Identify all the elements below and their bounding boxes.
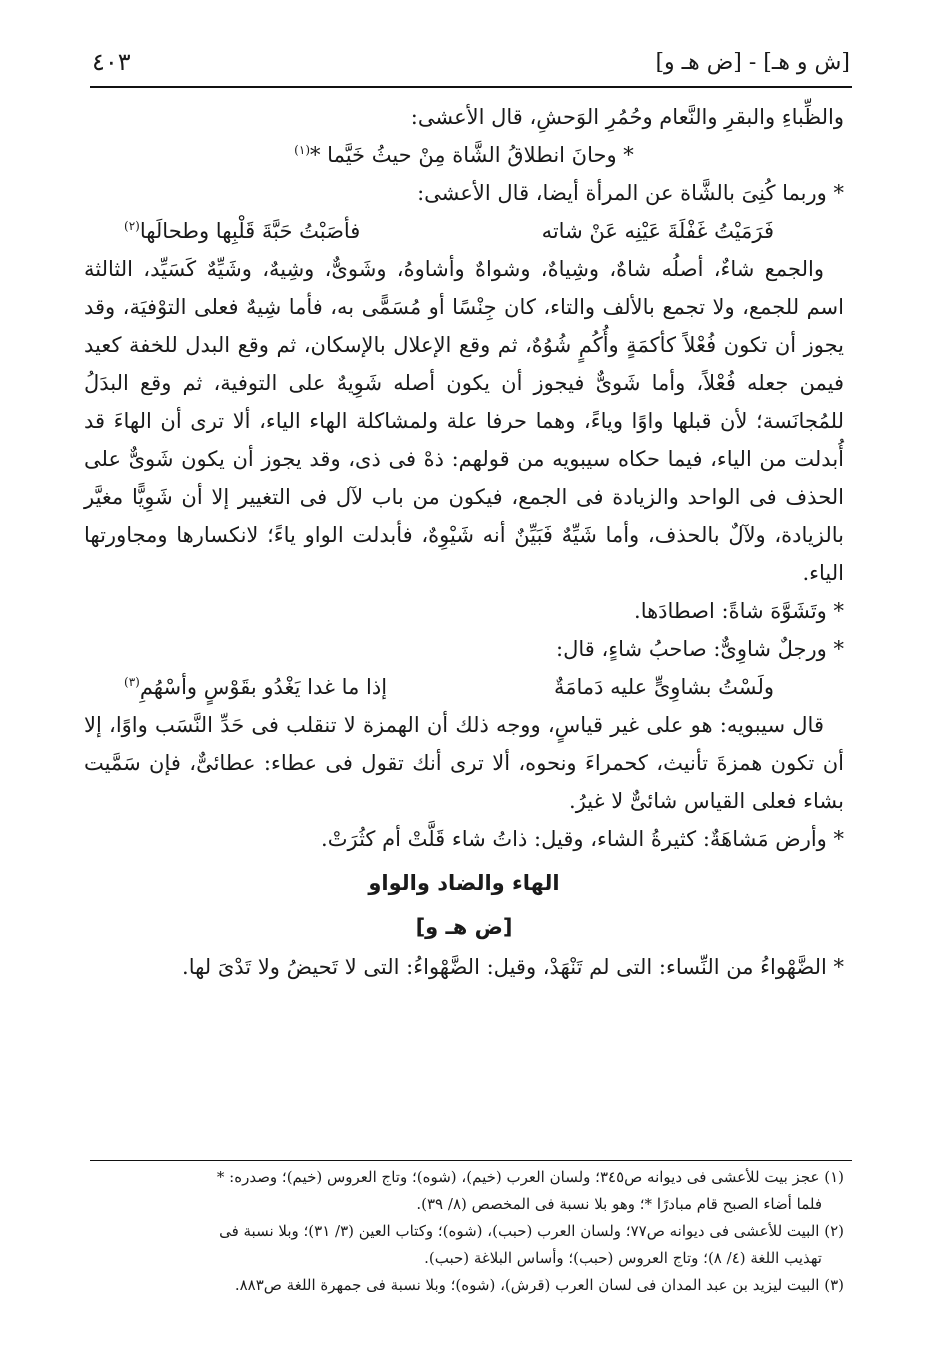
footnote-rule — [90, 1160, 852, 1161]
paragraph-5: * ورجلٌ شاوِىٌّ: صاحبُ شاءٍ، قال: — [556, 637, 844, 661]
paragraph-7: * وأرض مَشاهَةٌ: كثيرةُ الشاء، وقيل: ذاتُ شاء قَلَّتْ أم كثُرَتْ. — [321, 827, 844, 851]
verse-1 — [84, 136, 844, 174]
root-heading: [ض هـ و] — [415, 915, 513, 939]
verse-2-second-hemistich: فأصَبْتُ حَبَّةَ قَلْبِها وطحالَها — [139, 219, 361, 243]
verse-3 — [84, 668, 844, 706]
footnote-2-line-2: تهذيب اللغة (٤/ ٨)؛ وتاج العروس (حبب)؛ وأساس البلاغة (حبب). — [424, 1249, 822, 1267]
footnote-2-line-1: (٢) البيت للأعشى فى ديوانه ص٧٧؛ ولسان العرب (حبب)، (شوه)؛ وكتاب العين (٣/ ٣١)؛ وبلا نسبة فى — [219, 1222, 844, 1240]
verse-2 — [84, 212, 844, 250]
footnote-ref-3[interactable]: (٣) — [124, 675, 140, 689]
paragraph-1: والظِّباءِ والبقرِ والنَّعام وحُمُرِ الوَحشِ، قال الأعشى: — [410, 105, 844, 129]
chapter-heading: الهاء والضاد والواو — [368, 871, 560, 895]
paragraph-8: * الضَّهْواءُ من النِّساء: التى لم تَنْهَدْ، وقيل: الضَّهْواءُ: التى لا تَحيضُ ولا تَدْىَ لها. — [182, 955, 844, 979]
verse-2-first-hemistich: فَرَمَيْتُ غَفْلَةَ عَيْنِه عَنْ شاته — [541, 219, 774, 243]
verse-3-second-hemistich: إذا ما غدا يَغْدُو بقَوْسٍ وأسْهُمِ — [139, 675, 388, 699]
footnote-ref-2[interactable]: (٢) — [124, 219, 140, 233]
paragraph-2: * وربما كُنِىَ بالشَّاة عن المرأة أيضا، قال الأعشى: — [417, 181, 844, 205]
header-rule — [90, 86, 852, 88]
paragraph-4: * وتَشَوَّهَ شاةً: اصطادَها. — [634, 599, 844, 623]
footnotes — [84, 1164, 844, 1299]
footnote-3: (٣) البيت ليزيد بن عبد المدان فى لسان العرب (قرش)، (شوه)؛ وبلا نسبة فى جمهرة اللغة ص٨٨٣. — [234, 1276, 844, 1294]
page-number: ٤٠٣ — [92, 48, 131, 76]
footnote-1-line-2: فلما أضاء الصبح قام مبادرًا *؛ وهو بلا نسبة فى المخصص (٨/ ٣٩). — [416, 1195, 822, 1213]
footnote-1-line-1: (١) عجز بيت للأعشى فى ديوانه ص٣٤٥؛ ولسان العرب (خيم)، (شوه)؛ وتاج العروس (خيم)؛ وصدره: * — [216, 1168, 844, 1186]
section-label: [ش و هـ] - [ض هـ و] — [655, 49, 850, 75]
paragraph-6: قال سيبويه: هو على غير قياسٍ، ووجه ذلك أن الهمزة لا تنقلب فى حَدِّ النَّسَب واوًا، إلا أن تكون همزةَ تأنيث، كحمراءَ ونحوه، ألا ترى أنك تقول فى عطاء: عطائىٌّ، فإن سَمَّيت بشاء فعلى القياس شائىٌّ لا غيرُ. — [84, 713, 844, 813]
paragraph-3: والجمع شاءٌ، أصلُه شاهٌ، وشِياهٌ، وشواهٌ وأشاوهُ، وشَوىٌّ، وشِيهٌ، وشَيِّهٌ كَسَيِّد، الثالثة اسم للجمع، ولا تجمع بالألف والتاء، كان جِنْسًا أو مُسَمًّى به، فأما شِيهٌ فعلى التوْفيَة، وقد يجوز أن تكون فُعْلاً كأكمَةٍ وأُكُمٍ شُوُهٌ، ثم وقع الإعلال بالإسكان، ثم وقع البدل للخفة كعيد فيمن جعله فُعْلاً، وأما شَوىٌّ فيجوز أن يكون أصله شَوِيهٌ على التوفية، ثم وقع البدَلُ للمُجانَسة؛ لأن قبلها واوًا وياءً، وهما حرفا علة ولمشاكلة الهاء الياء، ألا ترى أن الهاءَ قد أُبدلت من الياء، فيما حكاه سيبويه من قولهم: ذهْ فى ذى، وقد يجوز أن يكون شَوىٌّ على الحذف فى الواحد والزيادة فى الجمع، فيكون من باب لآل فى التغيير إلا أن شَوِيًّا مغيَّر بالزيادة، ولآلٌ بالحذف، وأما شَيِّهٌ فَبَيِّنٌ أنه شَيْوِهٌ، فأبدلت الواو ياءً؛ لانكسارها ومجاورتها الياء. — [84, 257, 844, 585]
main-text — [84, 98, 844, 986]
verse-3-first-hemistich: ولَسْتُ بشاوِىٍّ عليه دَمامَةٌ — [553, 675, 774, 699]
footnote-ref-1[interactable]: (١) — [294, 143, 310, 157]
verse-1-text: * وحانَ انطلاقُ الشَّاة مِنْ حيثُ خَيَّما * — [310, 143, 634, 167]
page-header — [92, 44, 850, 80]
